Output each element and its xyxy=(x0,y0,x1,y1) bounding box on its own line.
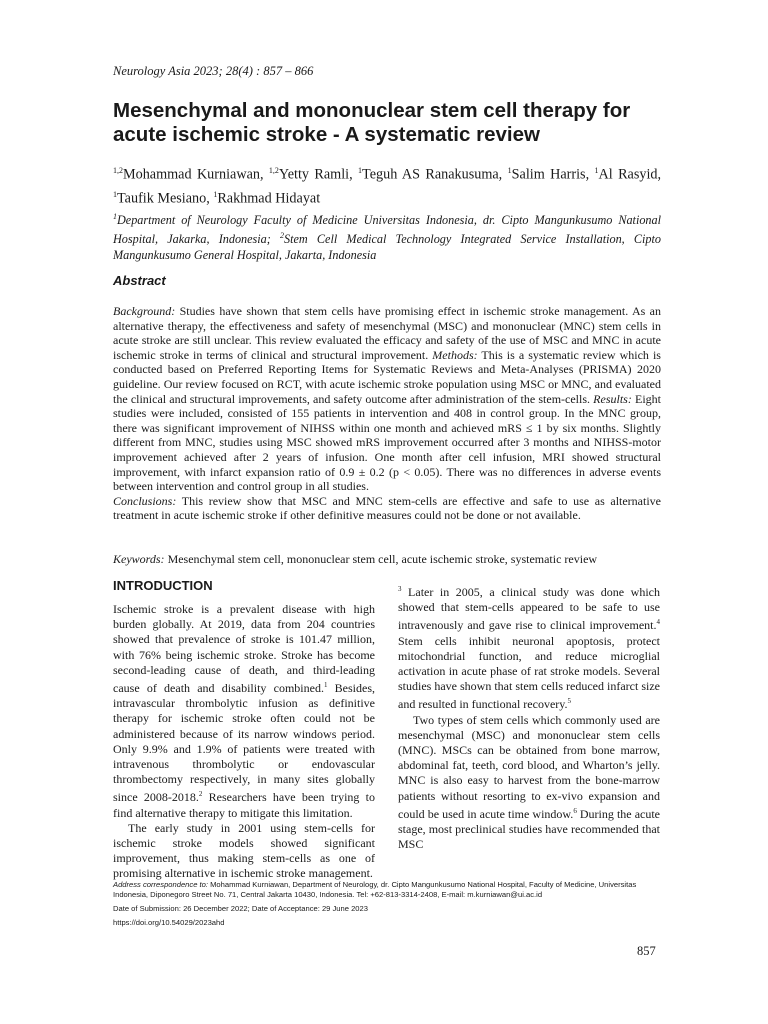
author-affiliation-mark: 1,2 xyxy=(268,166,279,175)
author-name: Yetty Ramli, xyxy=(278,166,353,183)
keywords-text: Mesenchymal stem cell, mononuclear stem cell, acute ischemic stroke, systematic review xyxy=(164,552,598,566)
right-column xyxy=(398,582,660,852)
reference-mark: 1 xyxy=(323,681,328,690)
conclusions-text: This review show that MSC and MNC stem-cells are effective and safe to use as alternative treatment in acute ischemic stroke if other definitive measures could not be done or not available. xyxy=(113,493,661,523)
author-affiliation-mark: 1,2 xyxy=(113,166,123,175)
journal-citation: Neurology Asia 2023; 28(4) : 857 – 866 xyxy=(113,64,314,78)
background-label: Background: xyxy=(113,304,176,318)
reference-mark: 3 xyxy=(398,585,402,593)
abstract-paragraph xyxy=(113,304,661,494)
author-name: Teguh AS Ranakusuma, xyxy=(362,166,503,183)
page-number: 857 xyxy=(637,944,656,958)
author-name: Al Rasyid, xyxy=(598,166,662,183)
results-label: Results: xyxy=(593,391,632,406)
paper-title: Mesenchymal and mononuclear stem cell therapy for acute ischemic stroke - A systematic review xyxy=(113,99,631,146)
conclusions-label: Conclusions: xyxy=(113,493,177,508)
intro-text: Besides, intravascular thrombolytic infusion as definitive therapy for ischemic stroke often could not be administered because of its narrow windows period. Only 9.9% and 1.9% of patients were treated with intravenous thrombolytic or endovascular thrombectomy respectively, in many sites globally since 2008-2018. xyxy=(113,681,375,805)
intro-text: Researchers have been trying to find alternative therapy to mitigate this limitation. xyxy=(113,790,375,820)
abstract-heading: Abstract xyxy=(113,273,166,288)
conclusions-paragraph xyxy=(113,494,661,523)
affiliation-text: Stem Cell Medical Technology Integrated Service Installation, Cipto Mangunkusumo General Hospital, Jakarta, Indonesia xyxy=(113,232,662,263)
author-affiliation-mark: 1 xyxy=(213,189,218,199)
author-affiliation-mark: 1 xyxy=(507,166,512,175)
correspondence-label: Address correspondence to: xyxy=(113,880,208,889)
correspondence-footnote xyxy=(113,880,661,900)
background-text: Studies have shown that stem cells have promising effect in ischemic stroke management. As an alternative therapy, the effectiveness and safety of mesenchymal (MSC) and mononuclear (MNC) stem cells in acute stroke are still unclear. This review evaluated the efficacy and safety of the use of MSC and MNC in acute ischemic stroke in terms of clinical and structural improvement. xyxy=(113,304,661,362)
reference-mark: 6 xyxy=(573,806,577,815)
intro-text: Ischemic stroke is a prevalent disease with high burden globally. At 2019, data from 204 countries showed that prevalence of stroke is 101.47 million, with 76% being ischemic stroke. Stroke has become second-leading cause of death, and third-leading cause of death and disability combined. xyxy=(113,602,375,696)
correspondence-text: Mohammad Kurniawan, Department of Neurology, dr. Cipto Mangunkusumo National Hospital, Faculty of Medicine, Universitas Indonesia, Diponegoro Street No. 71, Central Jakarta 10430, Indonesia. Tel: +62-813-3314-2408, E-mail: m.kurniawan@ui.ac.id xyxy=(113,880,637,899)
left-column xyxy=(113,578,375,882)
intro-text: During the acute stage, most preclinical studies have recommended that MSC xyxy=(398,806,661,852)
intro-paragraph xyxy=(113,821,375,882)
intro-paragraph-continued xyxy=(398,582,660,713)
intro-text: Later in 2005, a clinical study was done which showed that stem-cells appeared to be safe to use intravenously and gave rise to clinical improvement. xyxy=(398,585,660,633)
results-text: Eight studies were included, consisted of 155 patients in intervention and 408 in control group. In the MNC group, there was significant improvement of NIHSS within one month and achieved mRS ≤ 1 by six months. Slightly different from MNC, studies using MSC showed mRS improvement occurred after 3 months and NIHSS-motor improvement achieved after 2 years of infusion. One month after cell infusion, MRI showed structural improvement, with infarct expansion ratio of 0.9 ± 0.2 (p < 0.05). There was no differences in adverse events between intervention and control group in all studies. xyxy=(113,391,661,494)
reference-mark: 5 xyxy=(567,697,571,706)
author-name: Mohammad Kurniawan, xyxy=(123,166,264,183)
submission-dates: Date of Submission: 26 December 2022; Date of Acceptance: 29 June 2023 xyxy=(113,904,368,913)
intro-text: Stem cells inhibit neuronal apoptosis, protect mitochondrial function, and reduce microglial activation in acute phase of rat stroke models. Several studies have shown that stem cells reduced infarct size and resulted in functional recovery. xyxy=(398,633,660,712)
doi-link[interactable]: https://doi.org/10.54029/2023ahd xyxy=(113,918,225,927)
author-affiliation-mark: 1 xyxy=(358,166,363,175)
author-affiliation-mark: 1 xyxy=(594,166,599,175)
keywords xyxy=(113,552,661,567)
affiliation-text: Department of Neurology Faculty of Medicine Universitas Indonesia, dr. Cipto Mangunkusumo National Hospital, Jakarka, Indonesia; xyxy=(113,213,661,247)
intro-text: Two types of stem cells which commonly used are mesenchymal (MSC) and mononuclear stem cells (MNC). MSCs can be obtained from bone marrow, abdominal fat, teeth, cord blood, and Wharton’s jelly. MNC is also easy to harvest from the bone-marrow patients without resorting to ex-vivo expansion and could be used in acute time window. xyxy=(398,712,660,821)
intro-text: The early study in 2001 using stem-cells for ischemic stroke models showed significant improvement, thus making stem-cells as one of promising alternative in ischemic stroke management. xyxy=(113,820,375,881)
author-list xyxy=(113,161,661,208)
keywords-label: Keywords: xyxy=(113,552,165,566)
methods-label: Methods: xyxy=(432,347,478,362)
author-name: Salim Harris, xyxy=(511,166,590,183)
methods-text: This is a systematic review which is conducted based on Preferred Reporting Items for Systematic Reviews and Meta-Analyses (PRISMA) 2020 guideline. Our review focused on RCT, with acute ischemic stroke population using MSC or MNC, and evaluated the clinical and structural improvements, and safety outcome after administration of the stem-cells. xyxy=(113,347,661,406)
intro-paragraph xyxy=(398,713,660,853)
reference-mark: 2 xyxy=(198,790,203,799)
affiliation-mark: 2 xyxy=(280,231,285,241)
introduction-heading: INTRODUCTION xyxy=(113,578,213,593)
abstract-body xyxy=(113,304,661,523)
author-name: Rakhmad Hidayat xyxy=(217,190,321,207)
affiliations xyxy=(113,209,661,263)
reference-mark: 4 xyxy=(656,618,660,627)
affiliation-mark: 1 xyxy=(113,212,117,221)
author-affiliation-mark: 1 xyxy=(113,189,117,199)
intro-paragraph xyxy=(113,602,375,821)
author-name: Taufik Mesiano, xyxy=(117,190,210,207)
